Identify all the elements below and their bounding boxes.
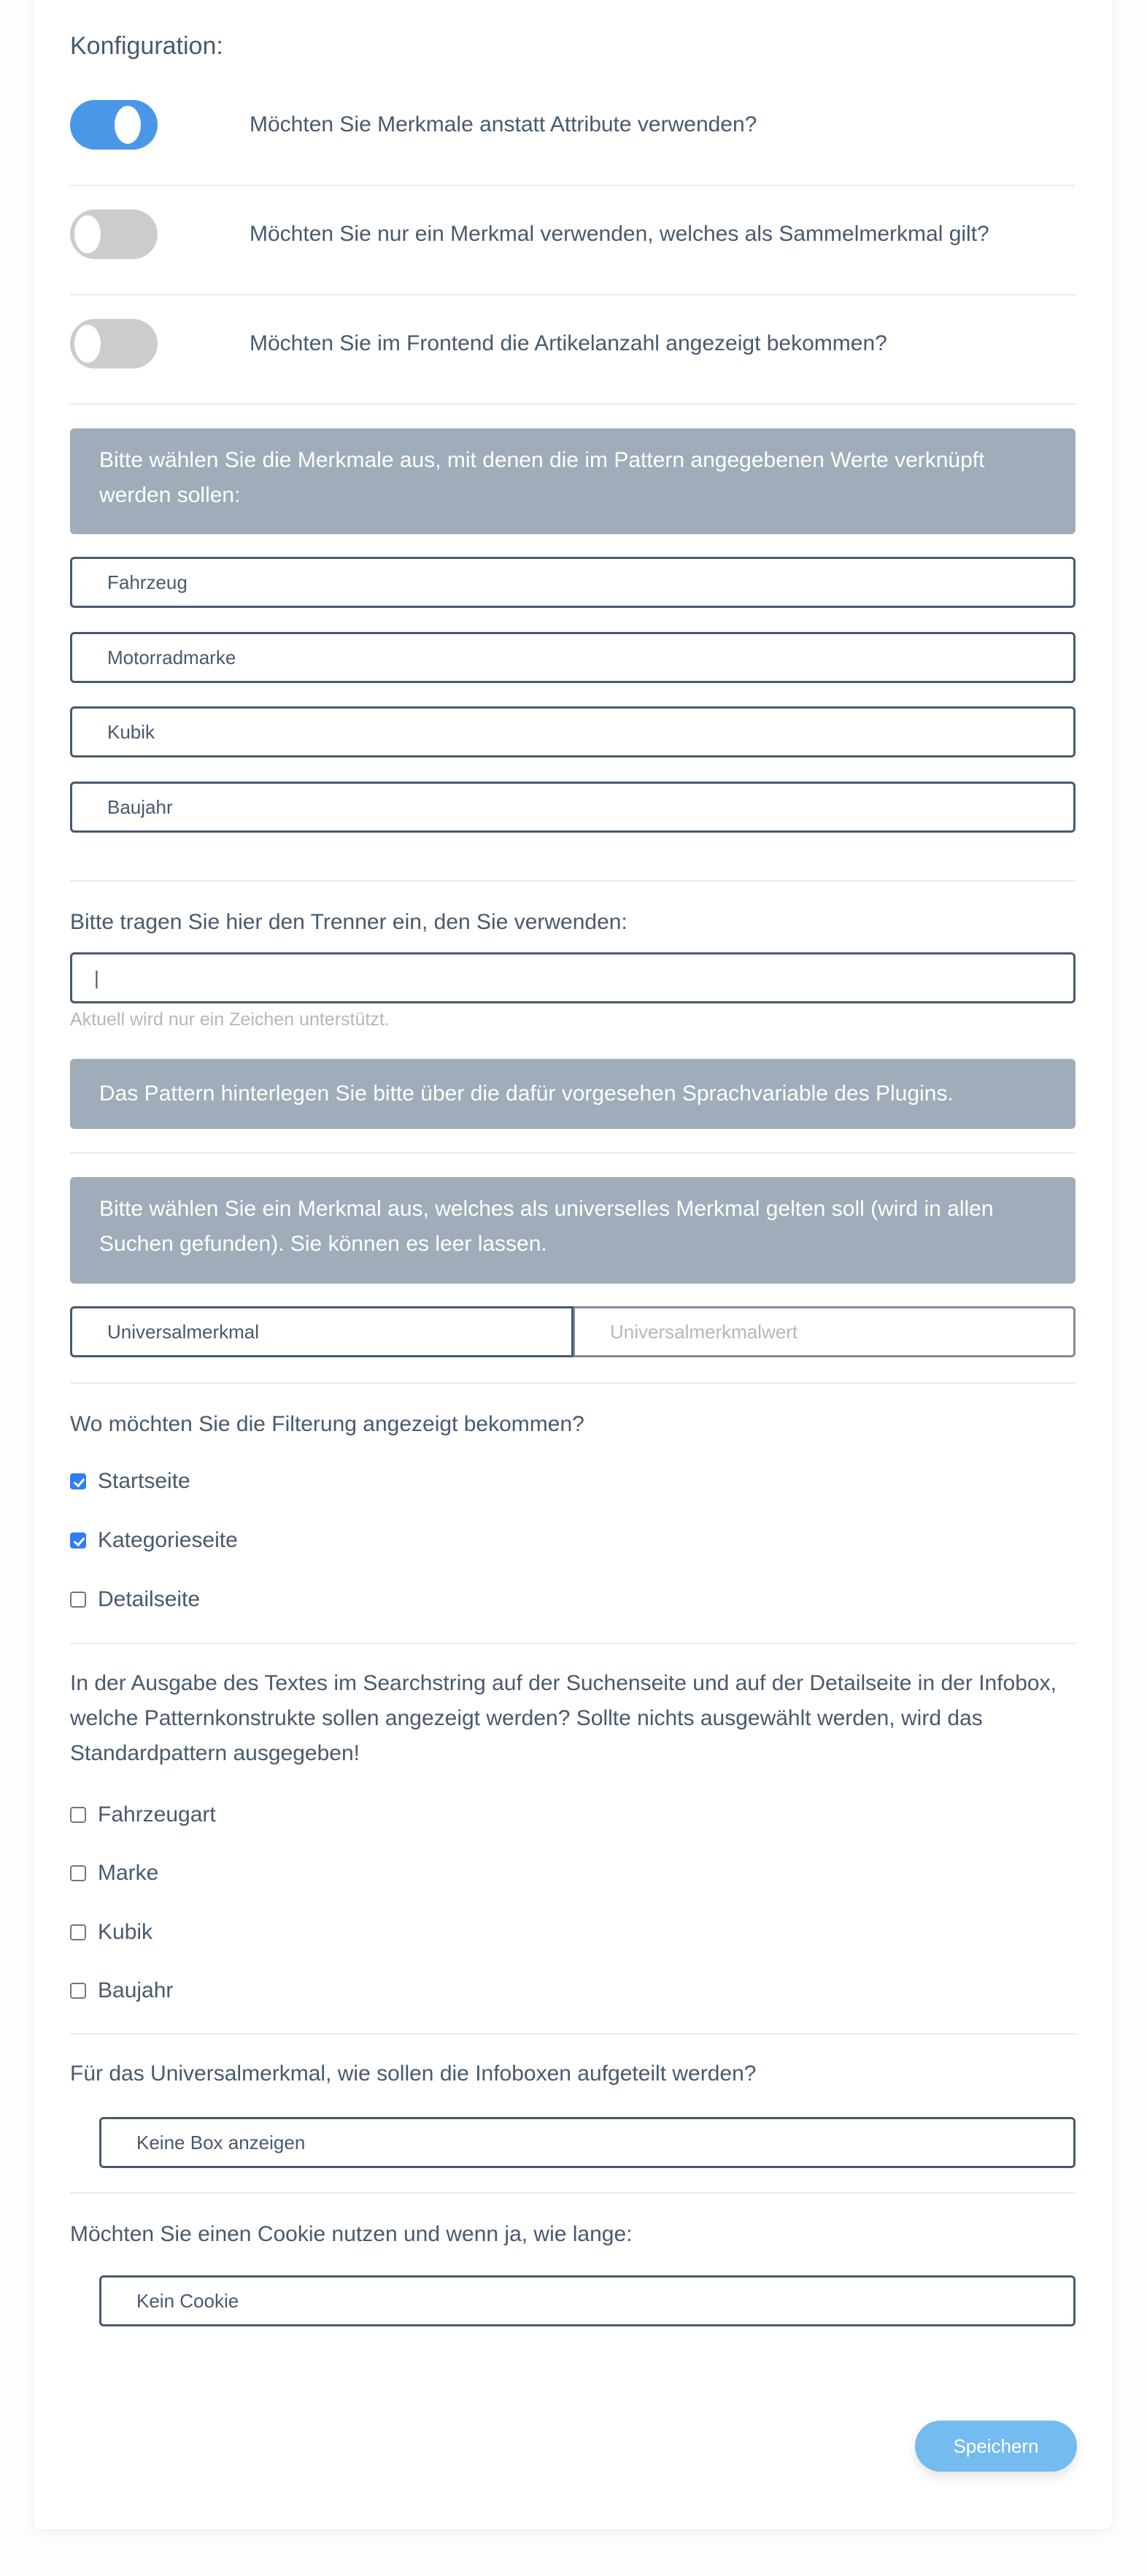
checkbox-row-detailseite[interactable] (70, 1586, 200, 1613)
checkbox-marke[interactable] (70, 1865, 86, 1881)
checkbox-fahrzeugart[interactable] (70, 1807, 86, 1823)
toggle-use-merkmale[interactable] (70, 100, 158, 150)
page-title: Konfiguration: (70, 32, 223, 60)
checkbox-kategorieseite[interactable] (70, 1532, 86, 1549)
checkbox-detailseite[interactable] (70, 1592, 86, 1608)
universalmerkmalwert-input[interactable]: Universalmerkmalwert (574, 1306, 1075, 1357)
divider (70, 880, 1075, 882)
merkmale-info-box: Bitte wählen Sie die Merkmale aus, mit denen die im Pattern angegebenen Werte verknüpft werden sollen: (70, 428, 1075, 534)
checkbox-row-marke[interactable] (70, 1860, 158, 1886)
checkbox-label: Baujahr (98, 1978, 174, 2002)
toggle-label-artikelanzahl: Möchten Sie im Frontend die Artikelanzahl angezeigt bekommen? (250, 331, 887, 355)
toggle-artikelanzahl[interactable] (70, 319, 158, 369)
toggle-sammelmerkmal[interactable] (70, 209, 158, 259)
divider (70, 1152, 1075, 1154)
checkbox-row-baujahr[interactable] (70, 1978, 173, 2004)
divider (70, 294, 1075, 296)
separator-input[interactable]: | (70, 952, 1075, 1003)
merkmal-select-baujahr[interactable]: Baujahr (70, 782, 1075, 833)
checkbox-label: Kategorieseite (98, 1528, 238, 1552)
cookie-label: Möchten Sie einen Cookie nutzen und wenn ja, wie lange: (70, 2222, 633, 2246)
checkbox-row-kubik[interactable] (70, 1919, 152, 1946)
merkmal-select-fahrzeug[interactable]: Fahrzeug (70, 557, 1075, 608)
checkbox-startseite[interactable] (70, 1473, 86, 1489)
infobox-label: Für das Universalmerkmal, wie sollen die Infoboxen aufgeteilt werden? (70, 2062, 757, 2086)
checkbox-row-startseite[interactable] (70, 1468, 190, 1495)
merkmal-select-kubik[interactable]: Kubik (70, 706, 1075, 757)
merkmal-select-motorradmarke[interactable]: Motorradmarke (70, 632, 1075, 683)
toggle-label-sammelmerkmal: Möchten Sie nur ein Merkmal verwenden, welches als Sammelmerkmal gilt? (250, 222, 989, 246)
toggle-knob (74, 325, 101, 363)
checkbox-label: Kubik (98, 1920, 153, 1944)
toggle-knob (74, 215, 101, 253)
cookie-select[interactable]: Kein Cookie (99, 2275, 1075, 2326)
divider (70, 2192, 1075, 2194)
checkbox-kubik[interactable] (70, 1924, 86, 1940)
divider (70, 185, 1075, 186)
checkbox-label: Detailseite (98, 1587, 201, 1611)
separator-label: Bitte tragen Sie hier den Trenner ein, den Sie verwenden: (70, 910, 627, 934)
divider (70, 1382, 1075, 1384)
checkbox-label: Fahrzeugart (98, 1802, 216, 1827)
checkbox-label: Marke (98, 1861, 159, 1885)
checkbox-baujahr[interactable] (70, 1983, 86, 1999)
divider (70, 2033, 1075, 2035)
divider (70, 1643, 1075, 1644)
universalmerkmal-select[interactable]: Universalmerkmal (70, 1306, 574, 1357)
divider (70, 404, 1075, 405)
checkbox-row-kategorieseite[interactable] (70, 1527, 238, 1554)
pattern-info-box: Das Pattern hinterlegen Sie bitte über die dafür vorgesehen Sprachvariable des Plugins. (70, 1059, 1075, 1129)
checkbox-row-fahrzeugart[interactable] (70, 1802, 216, 1828)
toggle-knob (115, 106, 141, 144)
filter-location-label: Wo möchten Sie die Filterung angezeigt bekommen? (70, 1412, 584, 1436)
universal-info-box: Bitte wählen Sie ein Merkmal aus, welches als universelles Merkmal gelten soll (wird in allen Suchen gefunden). Sie können es leer lassen. (70, 1177, 1075, 1284)
pattern-constructs-label: In der Ausgabe des Textes im Searchstring auf der Suchenseite und auf der Detailseite in der Infobox, welche Patternkonstrukte sollen angezeigt werden? Sollte nichts ausgewählt werden, wird das Standardpattern ausgegeben! (70, 1671, 1057, 1765)
save-button[interactable]: Speichern (915, 2421, 1077, 2472)
infobox-select[interactable]: Keine Box anzeigen (99, 2117, 1075, 2168)
checkbox-label: Startseite (98, 1469, 190, 1493)
toggle-label-use-merkmale: Möchten Sie Merkmale anstatt Attribute verwenden? (250, 112, 757, 136)
separator-helper-text: Aktuell wird nur ein Zeichen unterstützt. (70, 1009, 390, 1030)
